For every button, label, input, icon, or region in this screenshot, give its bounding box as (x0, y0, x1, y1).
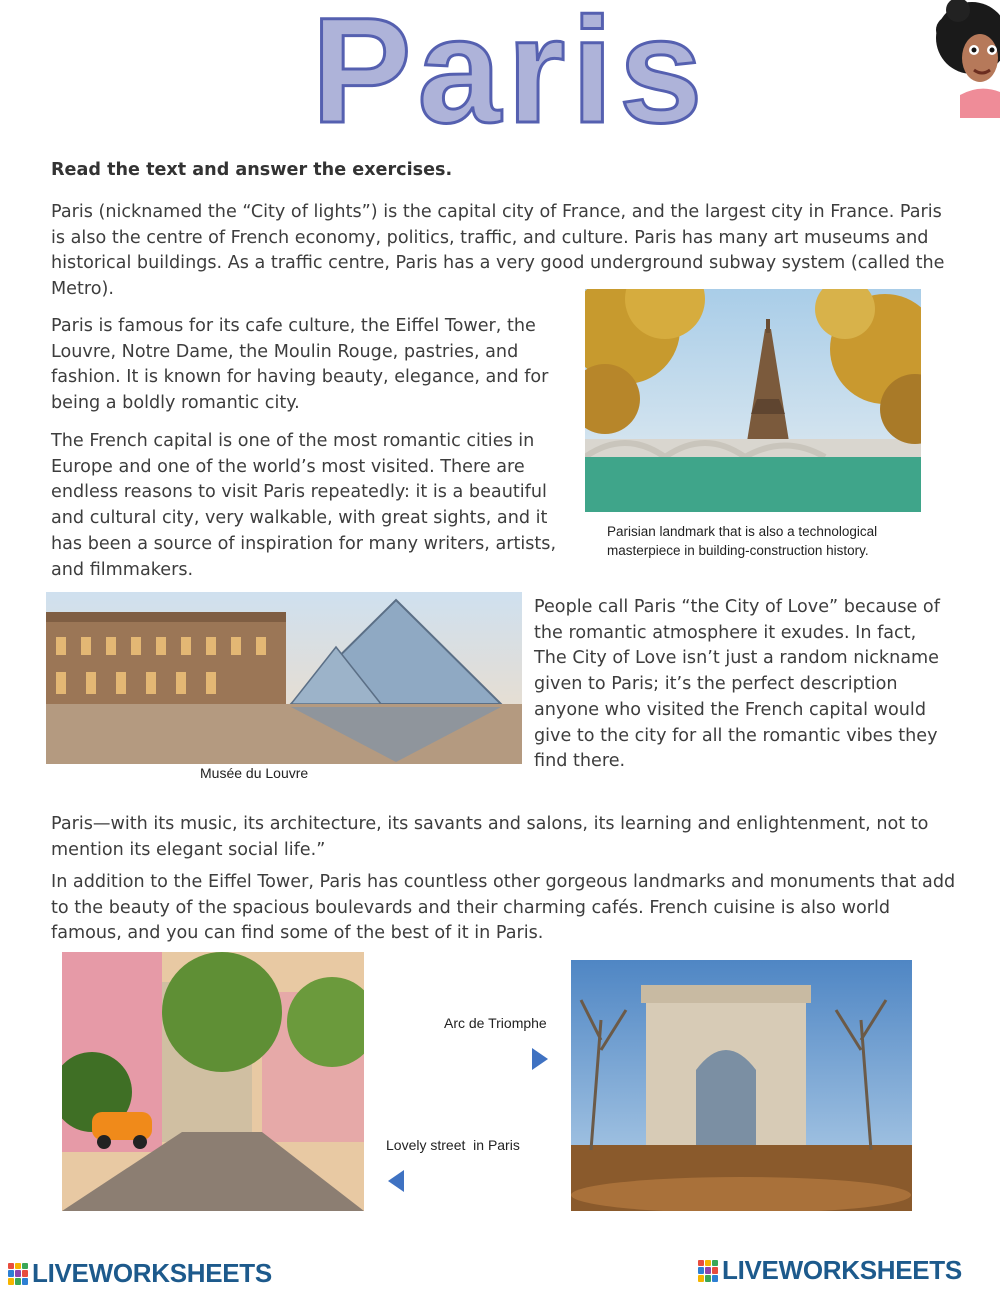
arrow-right-icon (530, 1046, 550, 1072)
arc-caption: Arc de Triomphe (444, 1015, 547, 1031)
louvre-caption: Musée du Louvre (200, 765, 309, 781)
paragraph-famous: Paris is famous for its cafe culture, the Eiffel Tower, the Louvre, Notre Dame, the Moulin Rouge, pastries, and fashion. It is known for having beauty, elegance, and for being a boldly romantic city. (51, 316, 549, 414)
paragraph-city-of-love: People call Paris “the City of Love” because of the romantic atmosphere it exudes. In fact, The City of Love isn’t just a random nickname given to Paris; it’s the perfect description anyone who visited the French capital would give to the city for all the romantic vibes they find there. (534, 597, 940, 772)
eiffel-caption: Parisian landmark that is also a technological masterpiece in building-construction history. (607, 524, 878, 558)
arrow-left-icon (386, 1168, 406, 1194)
liveworksheets-mark-icon (8, 1263, 28, 1285)
liveworksheets-brand-text: LIVEWORKSHEETS (722, 1255, 962, 1285)
eiffel-tower-photo (585, 289, 921, 512)
street-caption: Lovely street in Paris (386, 1137, 520, 1153)
instructions: Read the text and answer the exercises. (51, 160, 453, 180)
liveworksheets-mark-icon (698, 1260, 718, 1282)
avatar (930, 0, 1000, 118)
liveworksheets-logo-left (8, 1258, 272, 1289)
liveworksheets-logo-right (698, 1255, 962, 1286)
svg-text:Paris: Paris (311, 0, 709, 140)
arc-de-triomphe-photo (571, 960, 912, 1211)
liveworksheets-brand-text: LIVEWORKSHEETS (32, 1258, 272, 1288)
paragraph-quote: Paris—with its music, its architecture, its savants and salons, its learning and enlightenment, not to mention its elegant social life.” (51, 814, 929, 860)
montmartre-street-photo (62, 952, 364, 1211)
page-title (150, 0, 870, 140)
paragraph-landmarks: In addition to the Eiffel Tower, Paris has countless other gorgeous landmarks and monuments that add to the beauty of the spacious boulevards and their charming cafés. French cuisine is also world famous, and you can find some of the best of it in Paris. (51, 872, 956, 944)
louvre-photo (46, 592, 522, 764)
paragraph-romantic: The French capital is one of the most romantic cities in Europe and one of the world’s most visited. There are endless reasons to visit Paris repeatedly: it is a beautiful and cultural city, very walkable, with great sights, and it has been a source of inspiration for many writers, artists, and filmmakers. (51, 431, 557, 580)
paragraph-intro: Paris (nicknamed the “City of lights”) is the capital city of France, and the largest city in France. Paris is also the centre of French economy, politics, traffic, and culture. Paris has many art museums and historical buildings. As a traffic centre, Paris has a very good underground subway system (called the Metro). (51, 202, 945, 300)
